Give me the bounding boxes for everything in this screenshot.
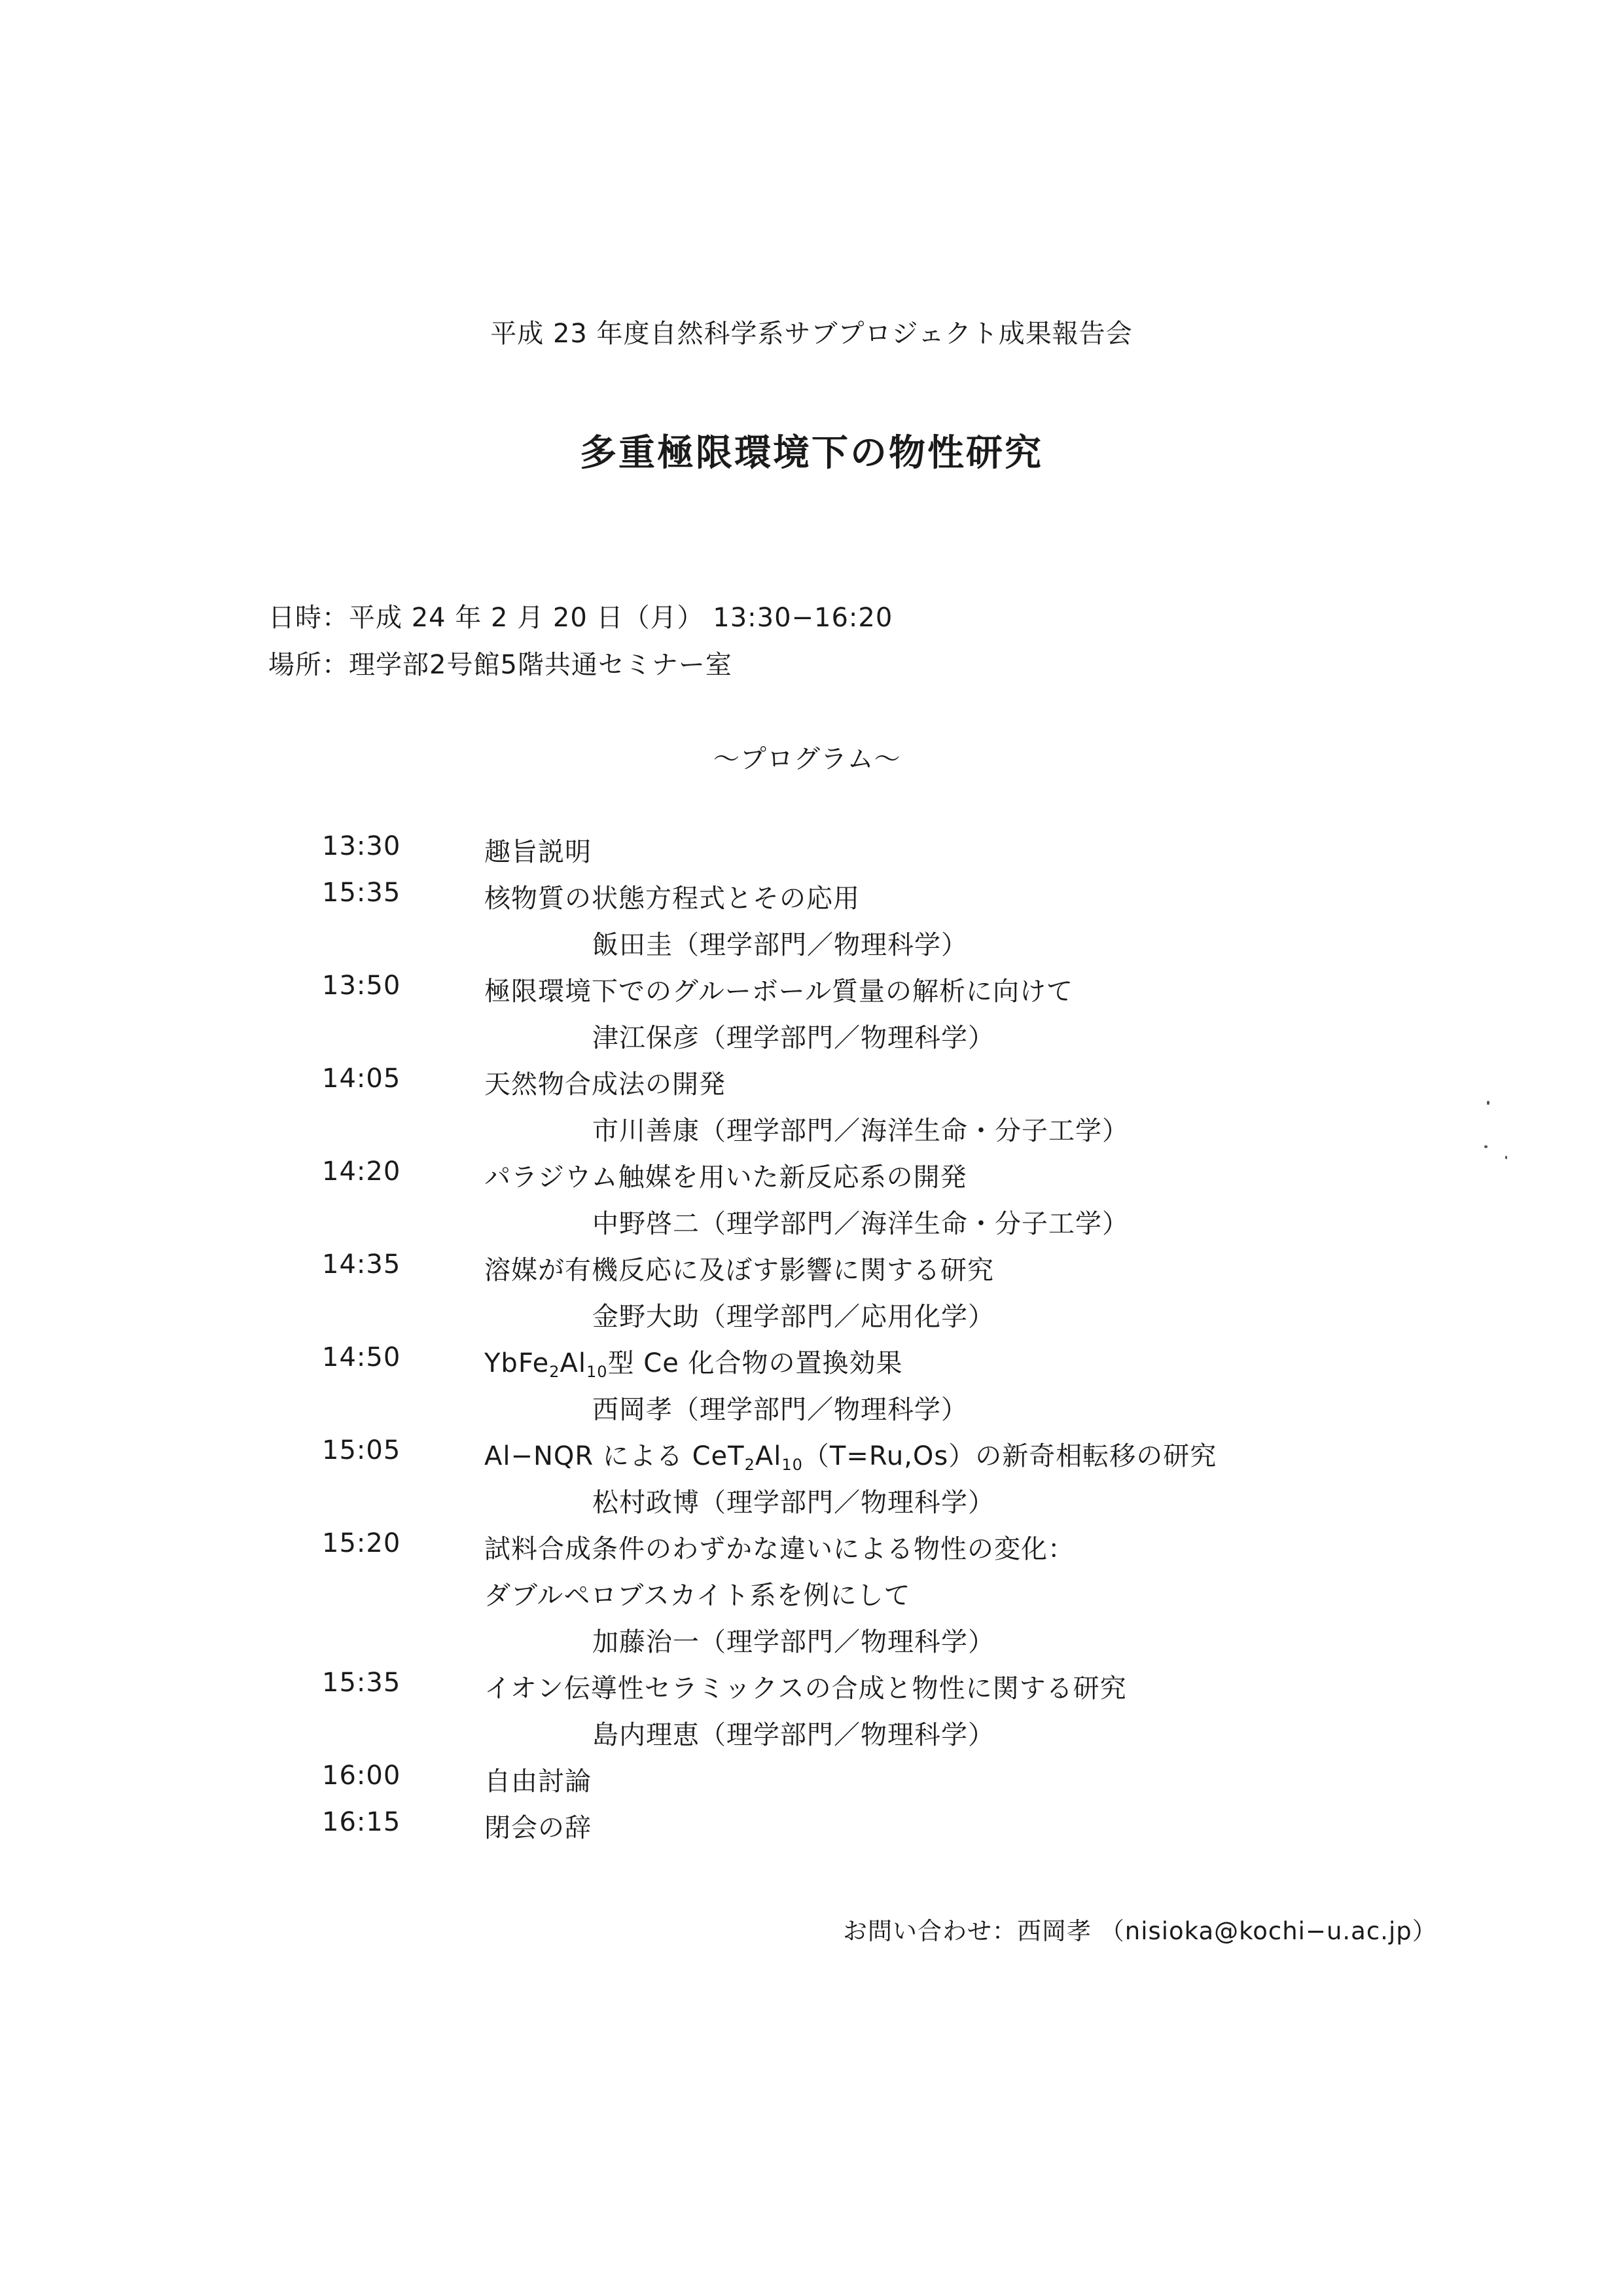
subscript: 10	[586, 1363, 608, 1381]
program-speaker: 西岡孝（理学部門／物理科学）	[592, 1395, 968, 1425]
subscript: 2	[549, 1363, 560, 1381]
program-time: 16:15	[322, 1807, 401, 1837]
event-title: 多重極限環境下の物性研究	[580, 432, 1043, 475]
program-item	[0, 1528, 1623, 1575]
program-speaker: 加藤治一（理学部門／物理科学）	[592, 1627, 995, 1657]
program-speaker: 津江保彦（理学部門／物理科学）	[592, 1023, 995, 1053]
program-topic: 試料合成条件のわずかな違いによる物性の変化：	[484, 1534, 1075, 1564]
program-time: 13:30	[322, 831, 401, 861]
program-speaker: 市川善康（理学部門／海洋生命・分子工学）	[592, 1116, 1129, 1146]
topic-text: Al−NQR による CeT	[484, 1441, 745, 1471]
topic-text: Al	[755, 1441, 782, 1471]
program-time: 15:05	[322, 1435, 401, 1465]
program-speaker-line	[0, 1389, 1623, 1435]
program-item	[0, 1249, 1623, 1296]
program-speaker: 松村政博（理学部門／物理科学）	[592, 1488, 995, 1518]
program-item-continued	[0, 1575, 1623, 1621]
program-speaker-line	[0, 1621, 1623, 1668]
event-place: 場所：理学部2号館5階共通セミナー室	[268, 650, 732, 680]
program-speaker-line	[0, 1203, 1623, 1249]
program-item	[0, 1342, 1623, 1389]
program-topic: 極限環境下でのグルーボール質量の解析に向けて	[484, 977, 1073, 1007]
topic-text: Al	[560, 1348, 587, 1378]
program-topic	[484, 1435, 1217, 1473]
program-time: 14:20	[322, 1157, 401, 1187]
program-item	[0, 1157, 1623, 1203]
program-item	[0, 1064, 1623, 1110]
subscript: 10	[781, 1456, 803, 1474]
program-topic-line2: ダブルペロブスカイト系を例にして	[484, 1581, 911, 1611]
program-time: 14:50	[322, 1342, 401, 1372]
topic-text: （T=Ru,Os）の新奇相転移の研究	[802, 1441, 1217, 1471]
program-time: 16:00	[322, 1761, 401, 1791]
program-topic: 天然物合成法の開発	[484, 1069, 726, 1100]
program-item	[0, 1761, 1623, 1807]
program-time: 14:35	[322, 1249, 401, 1280]
program-heading: 〜プログラム〜	[713, 744, 901, 774]
scan-speck	[1484, 1145, 1488, 1148]
program-time: 15:20	[322, 1528, 401, 1558]
program-speaker-line	[0, 924, 1623, 971]
contact-info: お問い合わせ：西岡孝 （nisioka@kochi−u.ac.jp）	[843, 1917, 1437, 1945]
program-item	[0, 831, 1623, 878]
program-topic: 自由討論	[484, 1767, 592, 1797]
program-speaker-line	[0, 1017, 1623, 1064]
event-subtitle: 平成 23 年度自然科学系サブプロジェクト成果報告会	[490, 319, 1133, 349]
program-speaker-line	[0, 1110, 1623, 1157]
program-topic: 閉会の辞	[484, 1813, 592, 1843]
program-speaker-line	[0, 1482, 1623, 1528]
topic-text: 型 Ce 化合物の置換効果	[607, 1348, 903, 1378]
event-date: 日時：平成 24 年 2 月 20 日（月） 13:30−16:20	[268, 603, 893, 633]
program-time: 15:35	[322, 1668, 401, 1698]
program-list	[0, 831, 1623, 1854]
scan-speck	[1487, 1101, 1489, 1105]
program-topic	[484, 1342, 903, 1380]
program-speaker: 金野大助（理学部門／応用化学）	[592, 1302, 995, 1332]
program-speaker-line	[0, 1714, 1623, 1761]
program-time: 13:50	[322, 971, 401, 1001]
program-item	[0, 878, 1623, 924]
program-speaker-line	[0, 1296, 1623, 1342]
program-item	[0, 1807, 1623, 1854]
program-speaker: 島内理恵（理学部門／物理科学）	[592, 1720, 995, 1750]
program-item	[0, 1435, 1623, 1482]
program-time: 15:35	[322, 878, 401, 908]
program-topic: 溶媒が有機反応に及ぼす影響に関する研究	[484, 1255, 994, 1285]
scan-speck	[1505, 1156, 1507, 1159]
program-item	[0, 1668, 1623, 1714]
subscript: 2	[744, 1456, 755, 1474]
program-speaker: 飯田圭（理学部門／物理科学）	[592, 930, 968, 960]
program-time: 14:05	[322, 1064, 401, 1094]
program-item	[0, 971, 1623, 1017]
program-speaker: 中野啓二（理学部門／海洋生命・分子工学）	[592, 1209, 1129, 1239]
program-topic: パラジウム触媒を用いた新反応系の開発	[484, 1162, 967, 1193]
topic-text: YbFe	[484, 1348, 550, 1378]
program-topic: 核物質の状態方程式とその応用	[484, 884, 860, 914]
program-topic: 趣旨説明	[484, 837, 592, 867]
program-topic: イオン伝導性セラミックスの合成と物性に関する研究	[484, 1674, 1127, 1704]
